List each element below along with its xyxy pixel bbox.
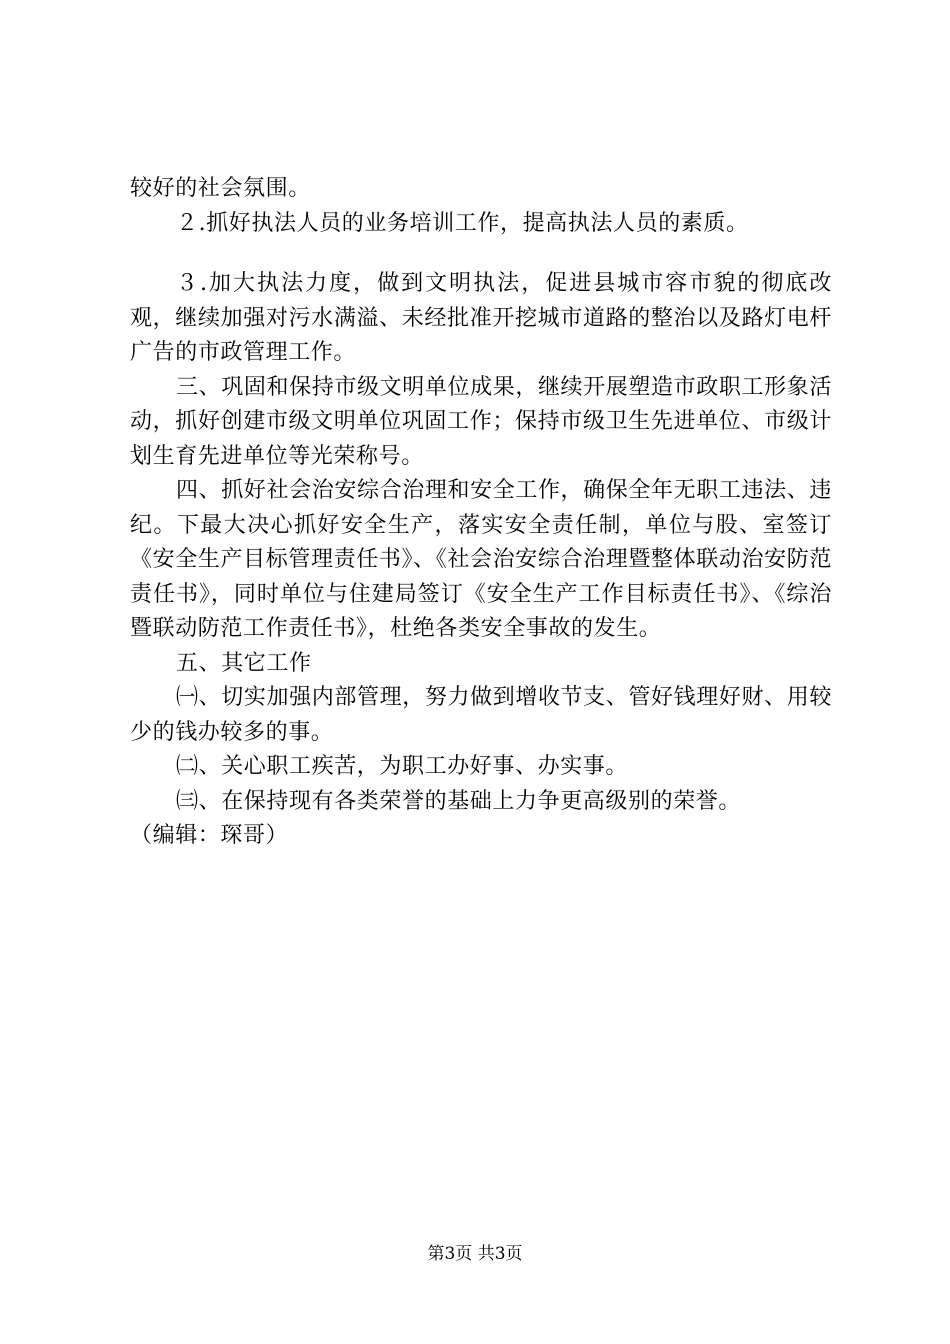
paragraph-section-4: 四、抓好社会治安综合治理和安全工作，确保全年无职工违法、违纪。下最大决心抓好安全生产，落实安全责任制，单位与股、室签订《安全生产目标管理责任书》、《社会治安综合治理暨整体联动治安防范责任书》，同时单位与住建局签订《安全生产工作目标责任书》、《综治暨联动防范工作责任书》，杜绝各类安全事故的发生。 bbox=[130, 478, 832, 641]
paragraph-item-2: ２.抓好执法人员的业务培训工作，提高执法人员的素质。 bbox=[176, 210, 749, 236]
page-number: 第3页 共3页 bbox=[427, 1244, 523, 1264]
paragraph-subitem-1: ㈠、切实加强内部管理，努力做到增收节支、管好钱理好财、用较少的钱办较多的事。 bbox=[130, 685, 832, 745]
paragraph-section-3: 三、巩固和保持市级文明单位成果，继续开展塑造市政职工形象活动，抓好创建市级文明单位巩固工作；保持市级卫生先进单位、市级计划生育先进单位等光荣称号。 bbox=[130, 374, 832, 469]
paragraph-subitem-3: ㈢、在保持现有各类荣誉的基础上力争更高级别的荣誉。 bbox=[176, 788, 742, 814]
paragraph-continuation: 较好的社会氛围。 bbox=[130, 176, 311, 201]
editor-note: （编辑：琛哥） bbox=[130, 823, 289, 848]
paragraph-item-3: ３.加大执法力度，做到文明执法，促进县城市容市貌的彻底改观，继续加强对污水满溢、未经批准开挖城市道路的整治以及路灯电杆广告的市政管理工作。 bbox=[130, 271, 832, 365]
paragraph-subitem-2: ㈡、关心职工疾苦，为职工办好事、办实事。 bbox=[176, 754, 629, 779]
paragraph-section-5-heading: 五、其它工作 bbox=[176, 650, 312, 676]
page-footer bbox=[0, 1242, 950, 1266]
document-body bbox=[130, 172, 832, 854]
